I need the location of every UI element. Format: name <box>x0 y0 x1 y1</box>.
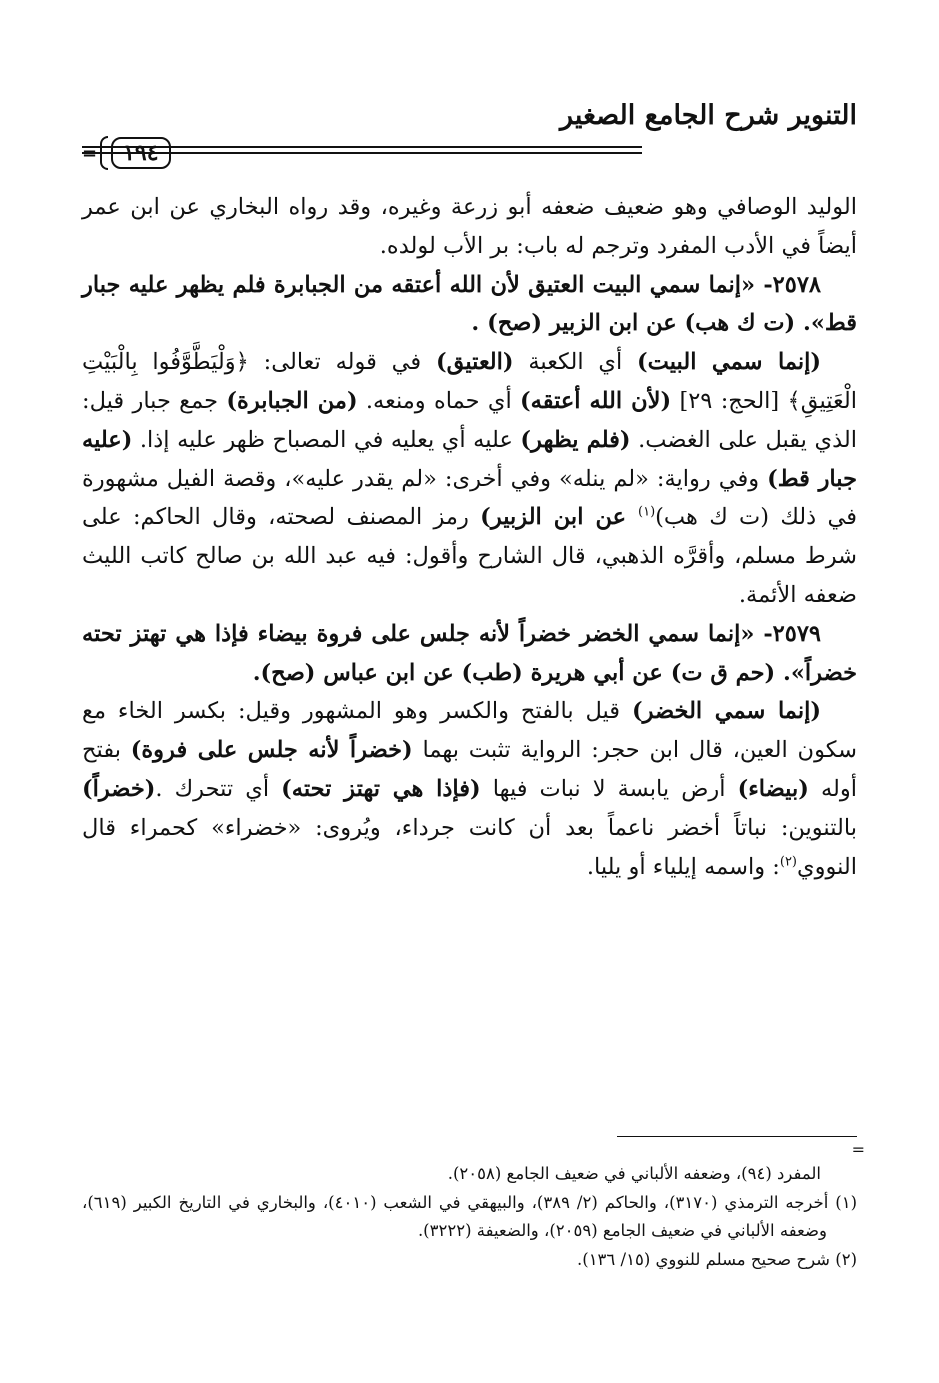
book-title: التنوير شرح الجامع الصغير <box>560 100 857 131</box>
page-number-box <box>82 136 171 170</box>
source-codes: (ت ك هب) <box>655 504 770 531</box>
commentary-2579 <box>82 692 857 886</box>
commentary-2578 <box>82 343 857 615</box>
equals-mark: = <box>82 142 98 164</box>
term: (بيضاء) <box>737 775 809 802</box>
term: (خضراً) <box>82 775 156 802</box>
commentary-text: أرض يابسة لا نبات فيها <box>480 775 738 802</box>
commentary-text: رمز المصنف لصحته، وقال الحاكم: على شرط مسلم، وأقرَّه الذهبي، قال الشارح وأقول: فيه عبد الله بن صالح كاتب الليث ضعفه الأئمة. <box>82 504 857 608</box>
page-number: ١٩٤ <box>111 137 170 169</box>
page-number-bracket <box>100 136 108 170</box>
term: (من الجبابرة) <box>226 387 358 414</box>
footnote-continued: المفرد (٩٤)، وضعفه الألباني في ضعيف الجامع (٢٠٥٨). <box>447 1164 821 1183</box>
footnote-continuation-mark: = <box>851 1140 865 1159</box>
term: عن ابن الزبير) <box>480 504 638 531</box>
commentary-text: بفتح أوله <box>82 737 857 802</box>
main-text <box>82 188 857 886</box>
term: (فإذا هي تهتز تحته) <box>281 775 481 802</box>
footnote-ref-1[interactable]: (١) <box>638 504 656 520</box>
commentary-text: عليه أي يعليه في المصباح ظهر عليه إذا. <box>132 426 521 453</box>
commentary-text: جمع جبار قيل: الذي يقبل على الغضب. <box>82 387 857 453</box>
verse-reference: [الحج: ٢٩] <box>671 387 788 414</box>
commentary-text: أي حماه ومنعه. <box>357 387 520 414</box>
commentary-text: : واسمه إيلياء أو يليا. <box>586 853 780 880</box>
term: (عليه جبار قط) <box>82 426 857 492</box>
hadith-text: «إنما سمي الخضر خضراً لأنه جلس على فروة بيضاء فإذا هي تهتز تحته خضراً». (حم ق ت) عن أبي هريرة (طب) عن ابن عباس (صح). <box>82 620 857 686</box>
footnote-ref-2[interactable]: (٢) <box>779 854 797 870</box>
commentary-text: قيل بالفتح والكسر وهو المشهور وقيل: بكسر الخاء مع سكون العين، قال ابن حجر: الرواية تثبت بهما <box>82 698 857 764</box>
commentary-text: أي تتحرك . <box>155 775 282 802</box>
term: (إنما سمي البيت) <box>637 349 822 376</box>
page-header <box>82 100 857 180</box>
hadith-2578 <box>82 266 857 344</box>
commentary-text: بالتنوين: نباتاً أخضر ناعماً بعد أن كانت جرداء، ويُروى: «خضراء» كحمراء قال النووي <box>82 814 857 880</box>
footnotes <box>82 1160 857 1274</box>
paragraph-continuation: الوليد الوصافي وهو ضعيف ضعفه أبو زرعة وغيره، وقد رواه البخاري عن ابن عمر أيضاً في الأدب المفرد وترجم له باب: بر الأب لولده. <box>82 194 857 259</box>
term: (فلم يظهر) <box>520 426 631 453</box>
footnote-1: (١) أخرجه الترمذي (٣١٧٠)، والحاكم (٢/ ٣٨٩)، والبيهقي في الشعب (٤٠١٠)، والبخاري في التاريخ الكبير (٦١٩)، وضعفه الألباني في ضعيف الجامع (٢٠٥٩)، والضعيفة (٣٢٢٢). <box>82 1192 857 1240</box>
hadith-number: ٢٥٧٩- <box>754 620 821 647</box>
quran-verse: ﴿وَلْيَطَّوَّفُوا بِالْبَيْتِ الْعَتِيقِ﴾ <box>82 349 858 414</box>
hadith-number: ٢٥٧٨- <box>755 271 822 298</box>
commentary-text: وفي رواية: «لم ينله» وفي أخرى: «لم يقدر عليه»، وقصة الفيل مشهورة في ذلك <box>82 465 858 531</box>
hadith-2579 <box>82 615 857 693</box>
term: (العتيق) <box>435 349 514 376</box>
footnote-2: (٢) شرح صحيح مسلم للنووي (١٥/ ١٣٦). <box>577 1249 857 1269</box>
commentary-text: أي الكعبة <box>513 349 638 376</box>
term: (لأن الله أعتقه) <box>520 387 672 414</box>
term: (إنما سمي الخضر) <box>631 698 821 725</box>
footnote-separator <box>617 1136 857 1137</box>
hadith-text: «إنما سمي البيت العتيق لأن الله أعتقه من الجبابرة فلم يظهر عليه جبار قط». (ت ك هب) عن ابن الزبير (صح) . <box>82 271 857 337</box>
commentary-text: في قوله تعالى: <box>248 349 436 376</box>
term: (خضراً لأنه جلس على فروة) <box>130 737 413 764</box>
